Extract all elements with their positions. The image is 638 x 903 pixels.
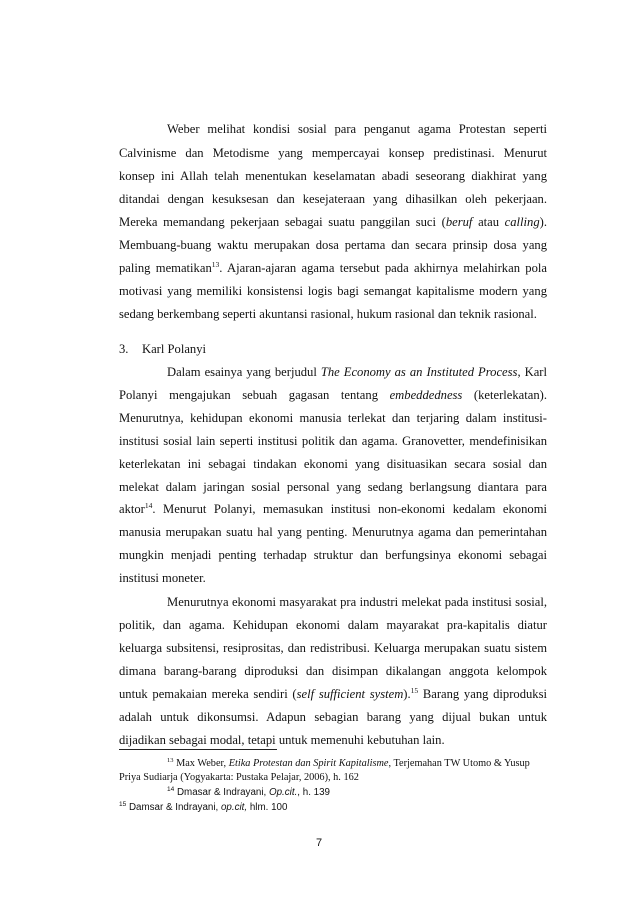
footnote-13-continued: Priya Sudiarja (Yogyakarta: Pustaka Pelajar, 2006), h. 162 bbox=[119, 772, 359, 783]
text-line: Dalam esainya yang berjudul The Economy as an Instituted Process, Karl bbox=[167, 365, 547, 379]
footnote-ref-14: 14 bbox=[144, 501, 153, 510]
text-line: politik, dan agama. Kehidupan ekonomi dalam mayarakat pra-kapitalis diatur bbox=[119, 618, 547, 632]
text-line: manusia merupakan suatu hal yang penting. Menurutnya agama dan pemerintahan bbox=[119, 525, 547, 539]
text-line: konsep ini Allah telah menentukan keselamatan abadi seseorang diakhirat yang bbox=[119, 169, 547, 183]
text-line: aktor$^{14}$. Menurut Polanyi, memasukan institusi non-ekonomi kedalam ekonomi bbox=[119, 501, 547, 516]
footnote-ref-13: 13 bbox=[211, 260, 220, 269]
footnote-14: $^{14}$ Dmasar & Indrayani, Op.cit., h. 139 bbox=[167, 786, 330, 798]
text-line: Menurutnya ekonomi masyarakat pra industri melekat pada institusi sosial, bbox=[167, 595, 547, 609]
section-number: 3. bbox=[119, 342, 129, 356]
text-line: dijadikan sebagai modal, tetapi untuk memenuhi kebutuhan lain. bbox=[119, 733, 445, 747]
text-line: Polanyi mengajukan sebuah gagasan tentang embeddedness (keterlekatan). bbox=[119, 388, 548, 402]
section-title: Karl Polanyi bbox=[142, 342, 207, 356]
text-line: keluarga subsitensi, resiprositas, dan redistribusi. Keluarga merupakan suatu sistem bbox=[119, 641, 547, 655]
page-number: 7 bbox=[315, 837, 323, 849]
text-line: sedang berkembang seperti akuntansi rasional, hukum rasional dan teknik rasional. bbox=[119, 307, 537, 321]
text-line: Menurutnya, kehidupan ekonomi manusia terlekat dan terjaring dalam institusi- bbox=[119, 411, 547, 425]
text-line: ditandai dengan kesuksesan dan kesejateraan yang dihasilkan oleh pekerjaan. bbox=[119, 192, 547, 206]
text-line: Membuang-buang waktu merupakan dosa pertama dan secara prinsip dosa yang bbox=[119, 238, 547, 252]
text-line: dimana barang-barang diproduksi dan disimpan dikalangan anggota kelompok bbox=[119, 664, 547, 678]
text-line: Weber melihat kondisi sosial para penganut agama Protestan seperti bbox=[167, 122, 547, 136]
text-line: institusi sosial lain seperti institusi politik dan agama. Granovetter, mendefinisikan bbox=[119, 434, 547, 448]
text-line: adalah untuk dikonsumsi. Adapun sebagian barang yang dijual bukan untuk bbox=[119, 710, 547, 724]
text-line: motivasi yang memiliki konsistensi logis bagi semangat kapitalisme modern yang bbox=[119, 284, 547, 298]
footnote-ref-15: 15 bbox=[410, 686, 419, 695]
text-line: paling mematikan$^{13}$. Ajaran-ajaran agama tersebut pada akhirnya melahirkan pola bbox=[119, 260, 547, 275]
text-line: melekat dalam jaringan sosial personal yang sedang berlangsung diantara para bbox=[119, 480, 547, 494]
text-line: mungkin menjadi penting terhadap struktur dan berfungsinya ekonomi sebagai bbox=[119, 548, 547, 562]
footnote-13: $^{13}$ Max Weber, Etika Protestan dan Spirit Kapitalisme, Terjemahan TW Utomo & Yusup bbox=[167, 757, 530, 769]
section-heading bbox=[119, 341, 206, 357]
footnote-15: $^{15}$ Damsar & Indrayani, op.cit, hlm. 100 bbox=[119, 801, 288, 813]
text-line: Mereka memandang pekerjaan sebagai suatu panggilan suci (beruf atau calling). bbox=[119, 215, 547, 229]
text-line: Calvinisme dan Metodisme yang mempercayai konsep predistinasi. Menurut bbox=[119, 146, 547, 160]
footnote-separator bbox=[119, 749, 277, 750]
text-line: untuk pemakaian mereka sendiri (self sufficient system).$^{15}$ Barang yang diproduksi bbox=[119, 686, 548, 701]
text-line: institusi moneter. bbox=[119, 571, 206, 585]
text-line: keterlekatan ini sebagai tindakan ekonomi yang disituasikan secara sosial dan bbox=[119, 457, 547, 471]
